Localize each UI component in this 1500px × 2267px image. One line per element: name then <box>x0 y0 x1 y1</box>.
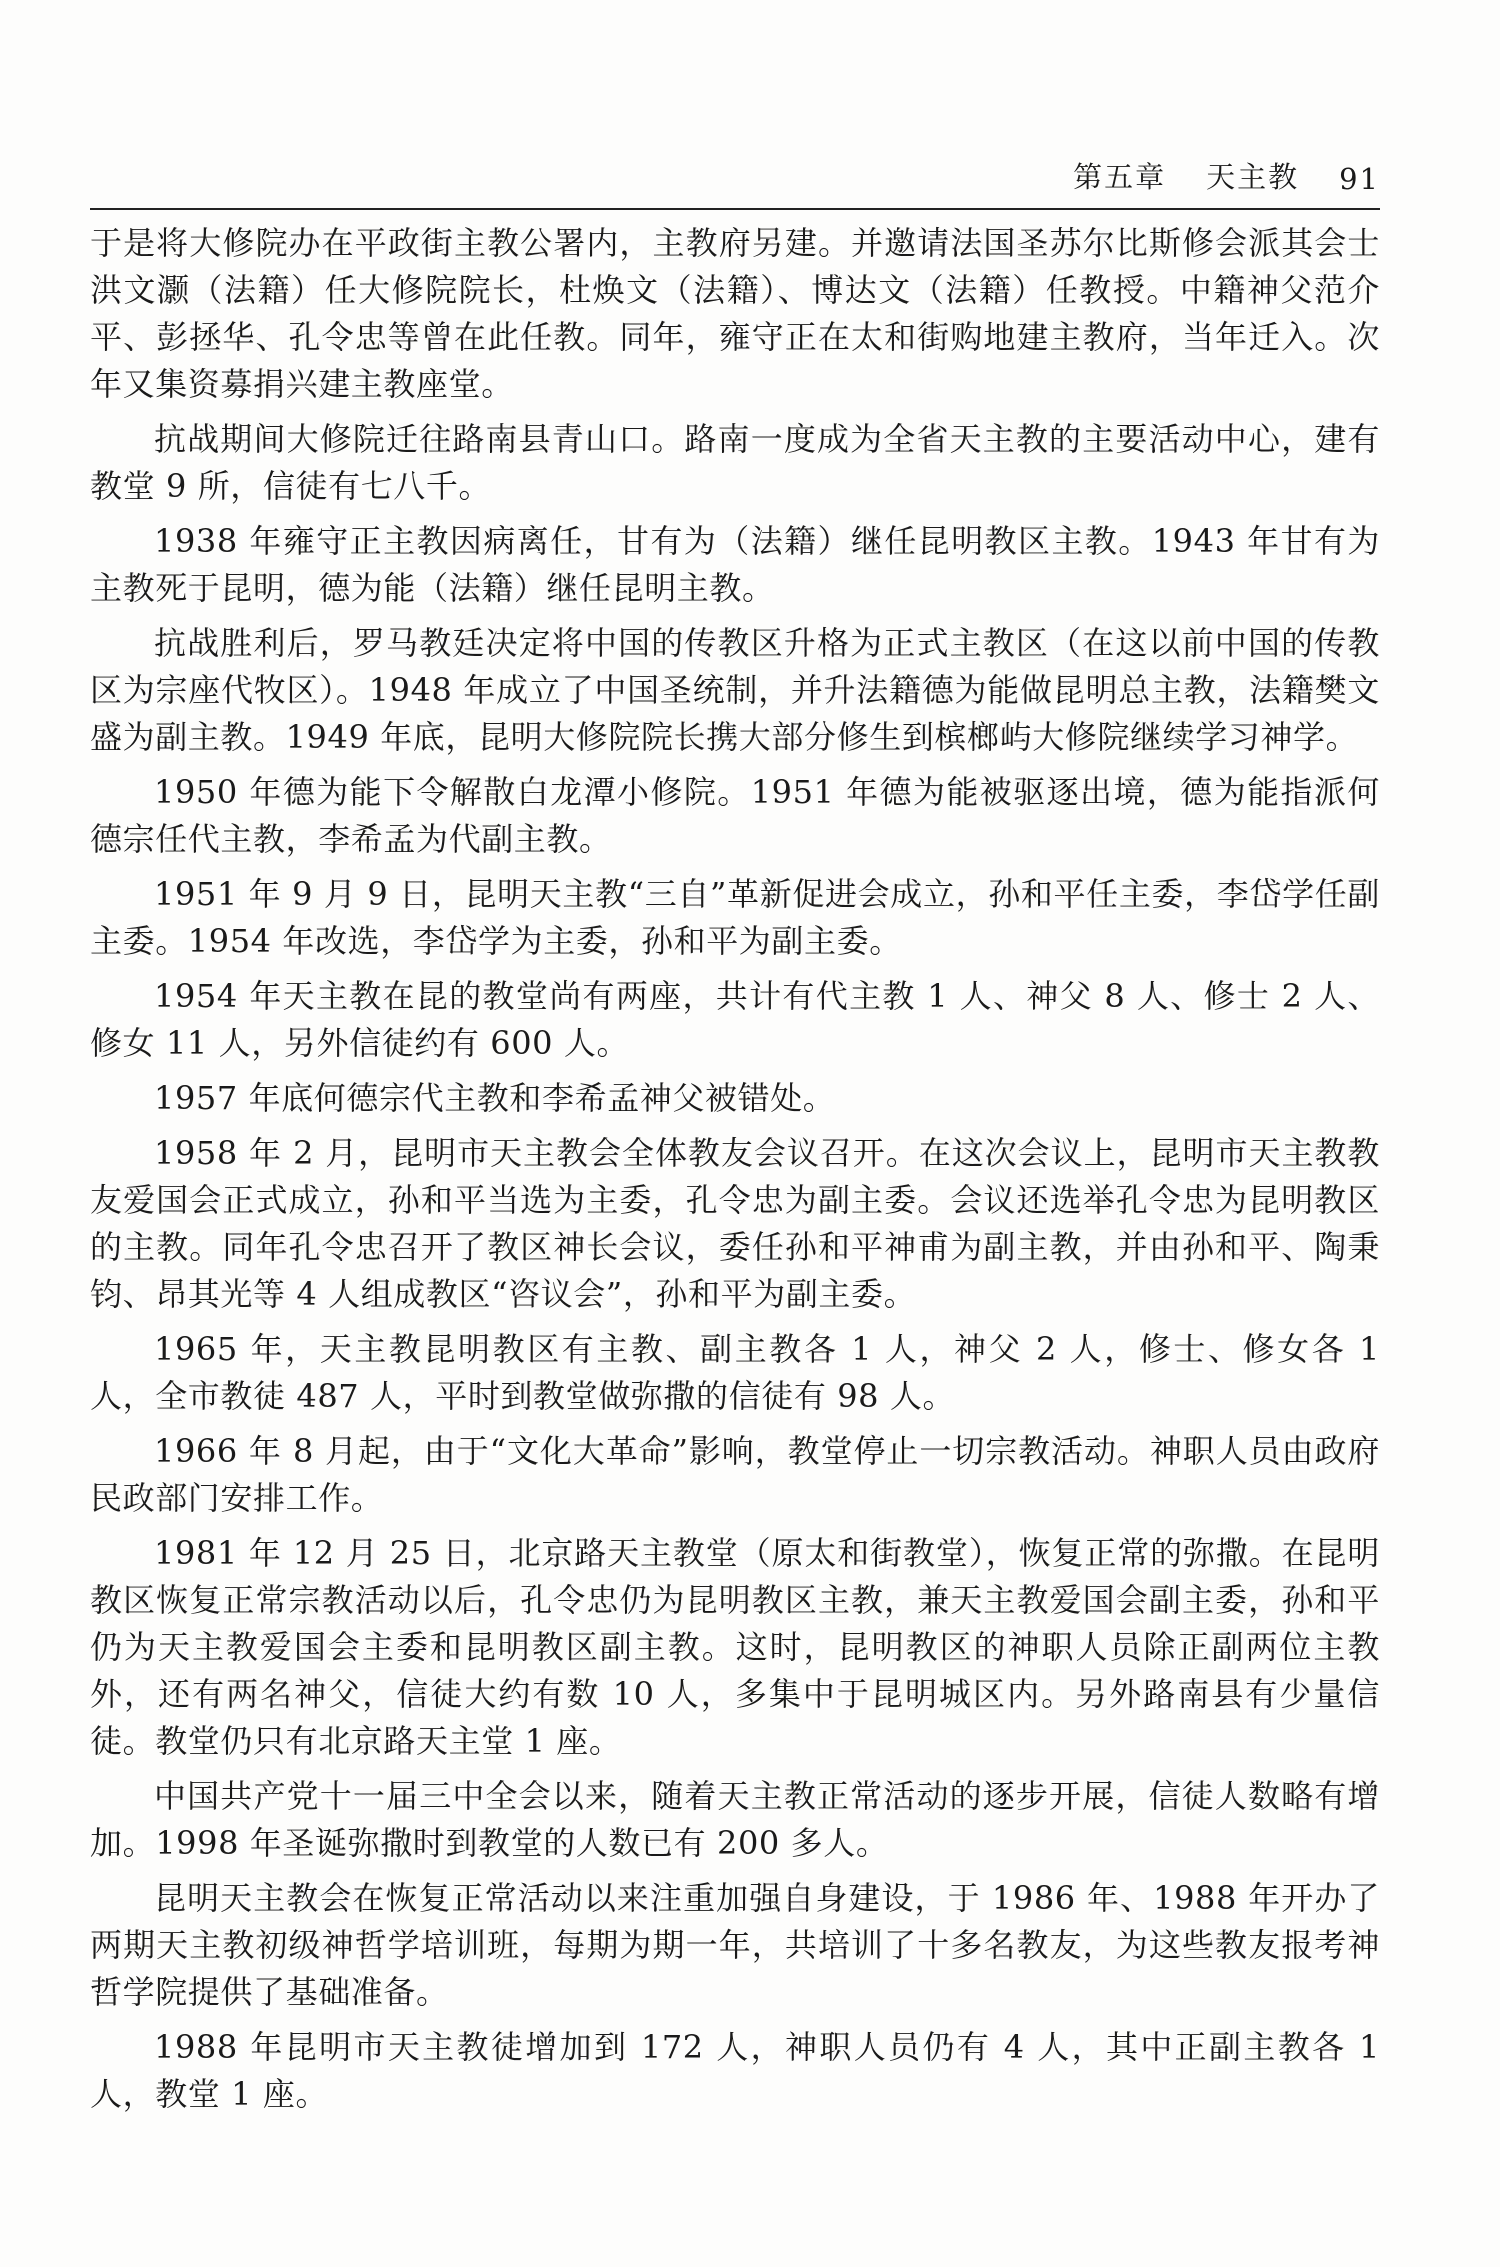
paragraph: 1938 年雍守正主教因病离任，甘有为（法籍）继任昆明教区主教。1943 年甘有为主教死于昆明，德为能（法籍）继任昆明主教。 <box>90 522 1380 607</box>
page-number: 91 <box>1339 162 1380 196</box>
paragraph: 中国共产党十一届三中全会以来，随着天主教正常活动的逐步开展，信徒人数略有增加。1998 年圣诞弥撒时到教堂的人数已有 200 多人。 <box>90 1777 1380 1862</box>
paragraph: 抗战期间大修院迁往路南县青山口。路南一度成为全省天主教的主要活动中心，建有教堂 9 所，信徒有七八千。 <box>90 420 1380 505</box>
paragraph: 1966 年 8 月起，由于“文化大革命”影响，教堂停止一切宗教活动。神职人员由政府民政部门安排工作。 <box>90 1432 1380 1517</box>
paragraph: 抗战胜利后，罗马教廷决定将中国的传教区升格为正式主教区（在这以前中国的传教区为宗座代牧区）。1948 年成立了中国圣统制，并升法籍德为能做昆明总主教，法籍樊文盛为副主教。1949 年底，昆明大修院院长携大部分修生到槟榔屿大修院继续学习神学。 <box>90 624 1380 756</box>
paragraph: 昆明天主教会在恢复正常活动以来注重加强自身建设，于 1986 年、1988 年开办了两期天主教初级神哲学培训班，每期为期一年，共培训了十多名教友，为这些教友报考神哲学院提供了基础准备。 <box>90 1879 1380 2011</box>
paragraph: 1958 年 2 月，昆明市天主教会全体教友会议召开。在这次会议上，昆明市天主教教友爱国会正式成立，孙和平当选为主委，孔令忠为副主委。会议还选举孔令忠为昆明教区的主教。同年孔令忠召开了教区神长会议，委任孙和平神甫为副主教，并由孙和平、陶秉钧、昂其光等 4 人组成教区“咨议会”，孙和平为副主委。 <box>90 1134 1380 1313</box>
paragraph: 1954 年天主教在昆的教堂尚有两座，共计有代主教 1 人、神父 8 人、修士 2 人、修女 11 人，另外信徒约有 600 人。 <box>90 977 1380 1062</box>
chapter-label: 第五章 <box>1073 160 1167 194</box>
paragraph: 1950 年德为能下令解散白龙潭小修院。1951 年德为能被驱逐出境，德为能指派何德宗任代主教，李希孟为代副主教。 <box>90 773 1380 858</box>
paragraph: 1951 年 9 月 9 日，昆明天主教“三自”革新促进会成立，孙和平任主委，李岱学任副主委。1954 年改选，李岱学为主委，孙和平为副主委。 <box>90 875 1380 960</box>
header-rule <box>90 208 1380 210</box>
paragraph: 1965 年，天主教昆明教区有主教、副主教各 1 人，神父 2 人，修士、修女各 1 人，全市教徒 487 人，平时到教堂做弥撒的信徒有 98 人。 <box>90 1330 1380 1415</box>
body-text <box>90 220 1380 2126</box>
topic-label: 天主教 <box>1206 160 1300 194</box>
paragraph: 1957 年底何德宗代主教和李希孟神父被错处。 <box>154 1079 836 1117</box>
running-header <box>90 150 1380 196</box>
paragraph: 1981 年 12 月 25 日，北京路天主教堂（原太和街教堂），恢复正常的弥撒。在昆明教区恢复正常宗教活动以后，孔令忠仍为昆明教区主教，兼天主教爱国会副主委，孙和平仍为天主教爱国会主委和昆明教区副主教。这时，昆明教区的神职人员除正副两位主教外，还有两名神父，信徒大约有数 10 人，多集中于昆明城区内。另外路南县有少量信徒。教堂仍只有北京路天主堂 1 座。 <box>90 1534 1380 1760</box>
paragraph: 1988 年昆明市天主教徒增加到 172 人，神职人员仍有 4 人，其中正副主教各 1 人，教堂 1 座。 <box>90 2028 1380 2113</box>
paragraph: 于是将大修院办在平政街主教公署内，主教府另建。并邀请法国圣苏尔比斯修会派其会士洪文灏（法籍）任大修院院长，杜焕文（法籍）、博达文（法籍）任教授。中籍神父范介平、彭拯华、孔令忠等曾在此任教。同年，雍守正在太和街购地建主教府，当年迁入。次年又集资募捐兴建主教座堂。 <box>90 224 1380 403</box>
